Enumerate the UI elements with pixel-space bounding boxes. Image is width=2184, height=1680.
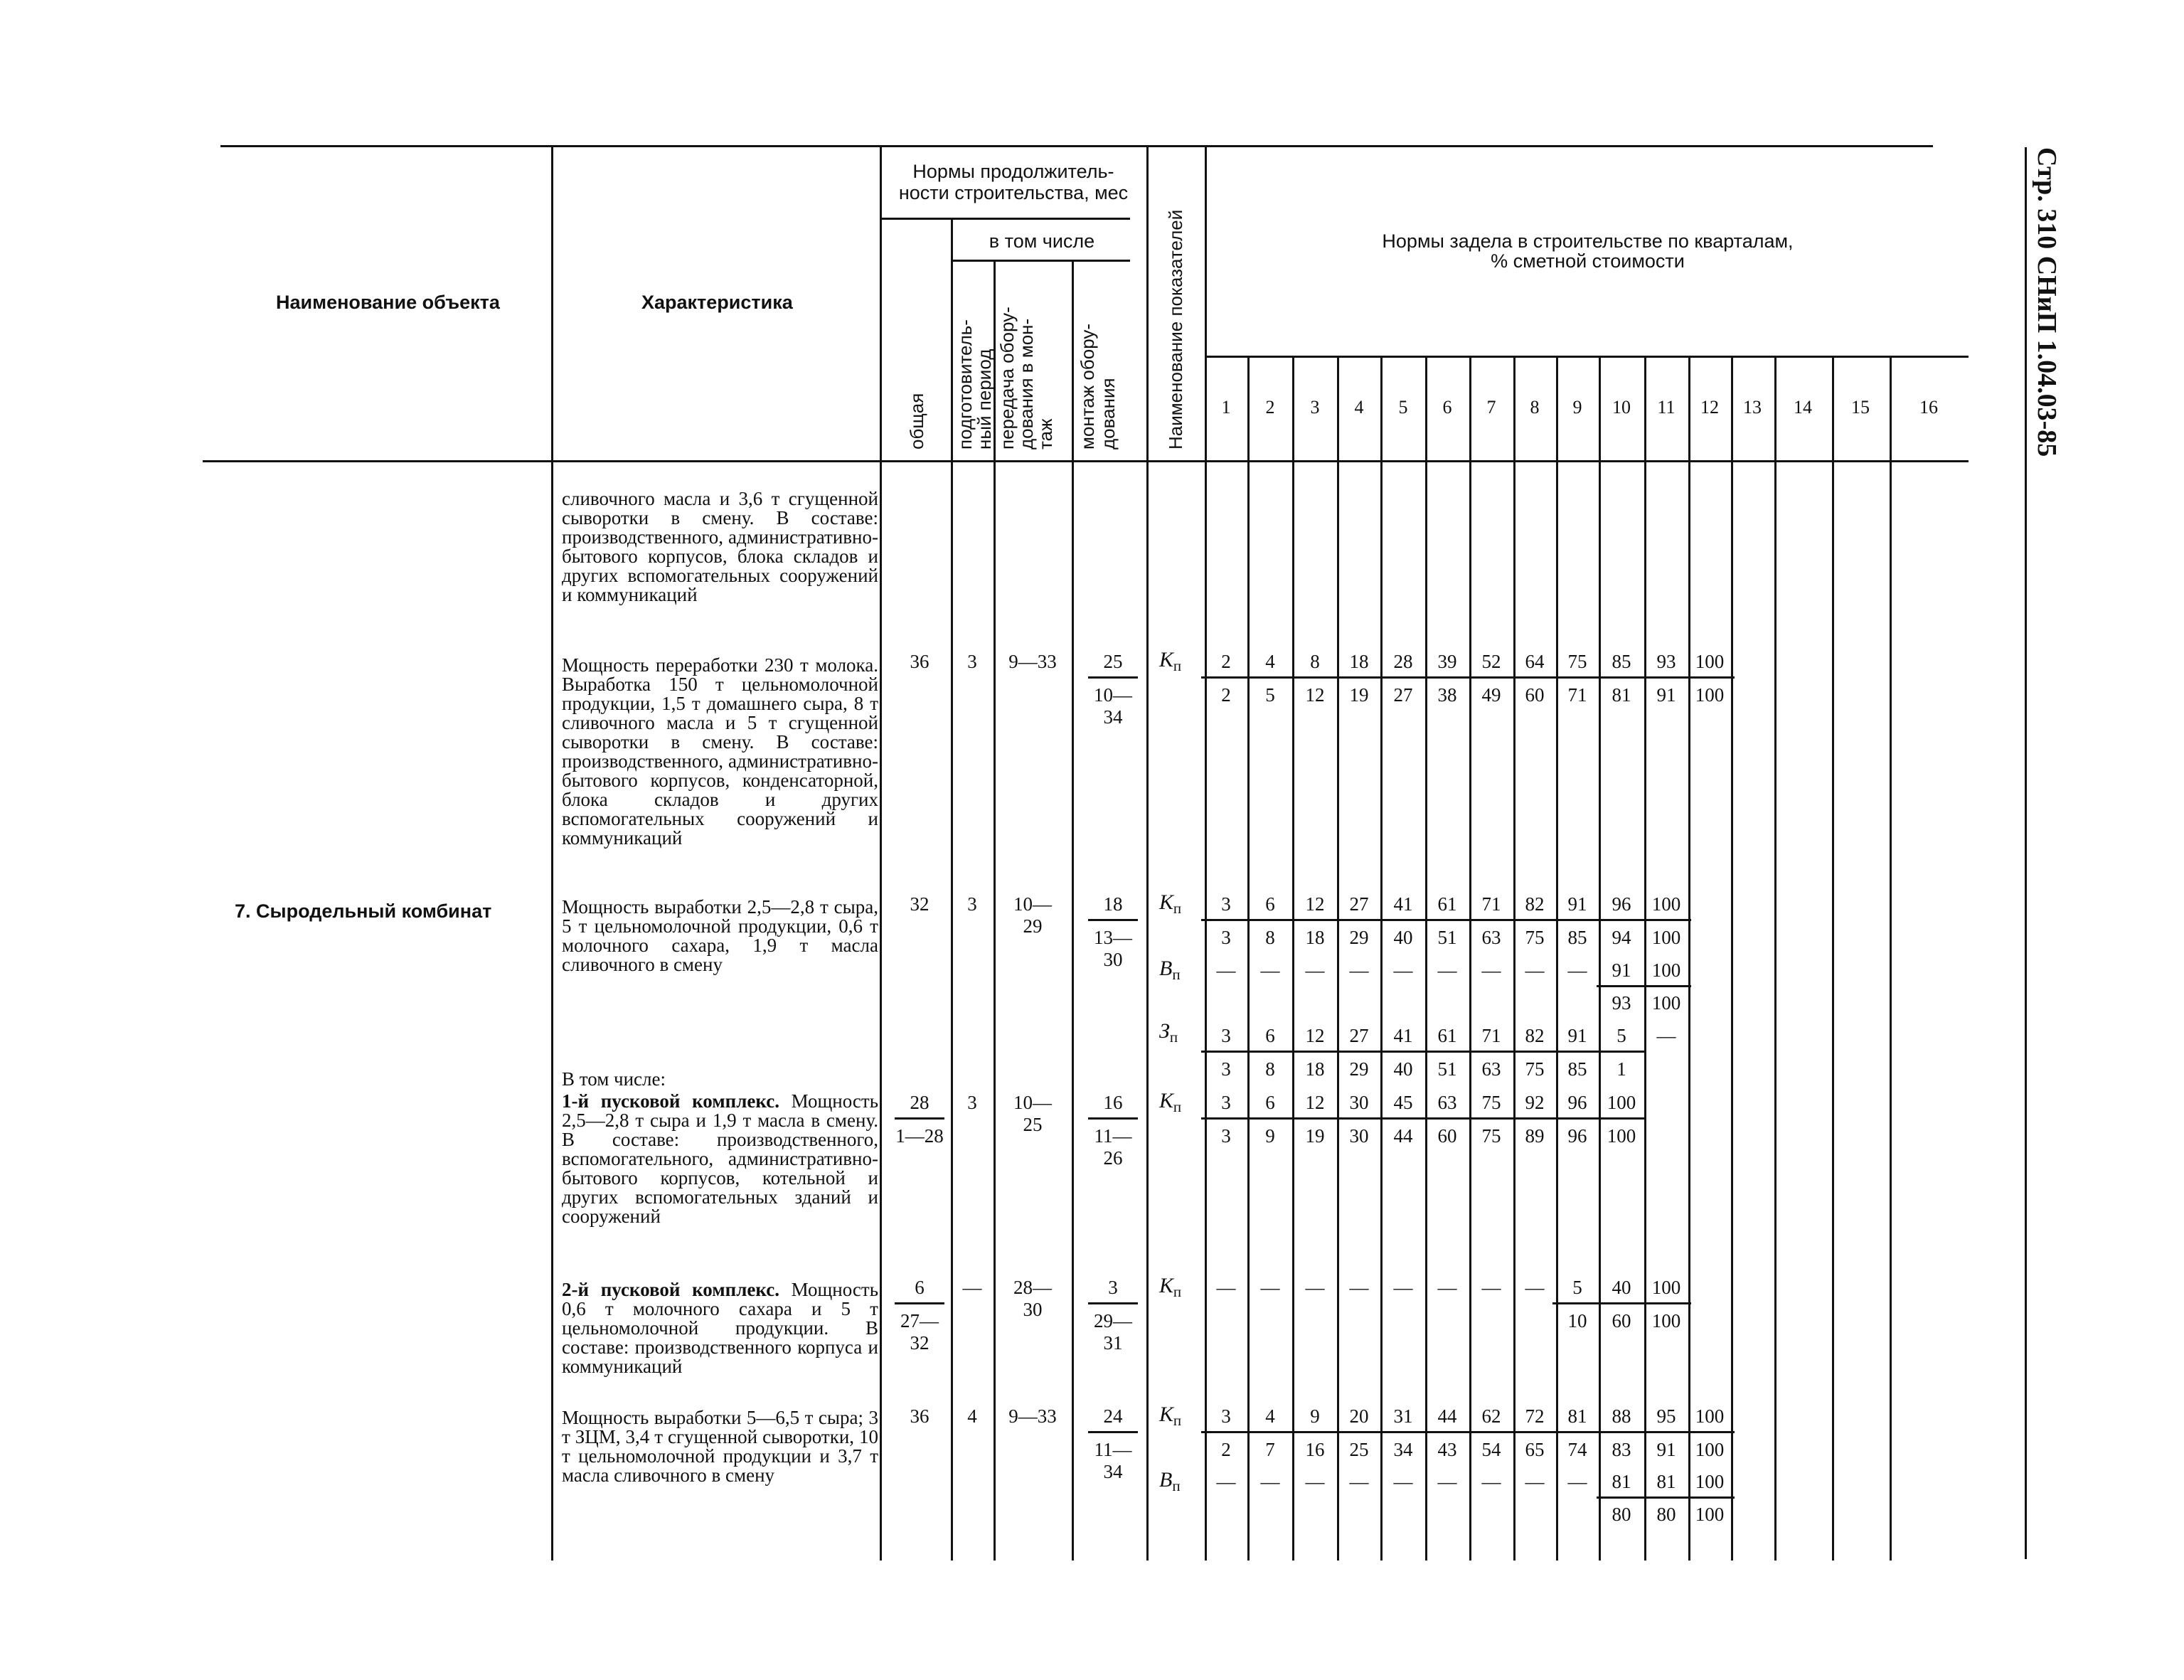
col-rule-q12 xyxy=(1688,356,1690,1561)
quarter-cell: 18 xyxy=(1305,1058,1325,1080)
indicator-subscript: п xyxy=(1172,966,1181,983)
header-object-name: Наименование объекта xyxy=(276,292,500,313)
quarter-cell: 39 xyxy=(1422,651,1472,679)
quarter-cell: 2 xyxy=(1201,651,1251,679)
quarter-cell: 3 xyxy=(1201,893,1251,921)
quarter-cell: 100 xyxy=(1641,893,1691,921)
quarter-cell: — xyxy=(1481,959,1501,981)
header-bottom-rule xyxy=(203,460,1969,462)
quarter-cell: 96 xyxy=(1567,1125,1587,1147)
description-5 xyxy=(562,1280,878,1376)
quarter-cell: — xyxy=(1481,1277,1501,1298)
header-duration-line2: ности строительства, мес xyxy=(898,182,1129,203)
quarter-cell: 80 xyxy=(1612,1504,1631,1525)
indicator-subscript: п xyxy=(1172,1477,1181,1494)
quarter-cell: 51 xyxy=(1437,927,1457,948)
col-rule-indicator xyxy=(1146,145,1149,1561)
quarter-cell: 82 xyxy=(1510,893,1560,921)
quarter-cell: — xyxy=(1656,1025,1676,1046)
quarter-cell: 100 xyxy=(1651,1310,1681,1331)
quarter-cell: 71 xyxy=(1466,1025,1516,1053)
quarter-cell: — xyxy=(1349,959,1369,981)
col-rule-characteristic xyxy=(551,145,553,1561)
description-5-title: 2-й пусковой комплекс. xyxy=(562,1279,779,1300)
quarter-cell: 9 xyxy=(1265,1125,1275,1147)
quarter-cell: 96 xyxy=(1552,1092,1602,1120)
quarter-cell: 44 xyxy=(1393,1125,1413,1147)
quarter-cell: — xyxy=(1525,959,1545,981)
quarter-cell: 82 xyxy=(1510,1025,1560,1053)
cell-transfer: 9—33 xyxy=(1008,651,1057,672)
quarter-cell: 9 xyxy=(1290,1405,1340,1433)
quarter-cell: 60 xyxy=(1612,1310,1631,1331)
quarter-cell: — xyxy=(1305,959,1325,981)
header-col-indicator: Наименование показателей xyxy=(1165,209,1186,450)
cell-transfer: 9—33 xyxy=(1008,1405,1057,1427)
quarter-cell: 51 xyxy=(1437,1058,1457,1080)
quarter-cell: 40 xyxy=(1393,927,1413,948)
quarter-cell: 41 xyxy=(1378,893,1428,921)
quarter-label: 8 xyxy=(1530,397,1540,418)
quarter-cell: 5 xyxy=(1597,1025,1646,1053)
description-3: В том числе: xyxy=(562,1068,666,1090)
quarter-cell: 40 xyxy=(1597,1277,1646,1304)
side-rule xyxy=(2025,147,2027,1559)
quarter-cell: 5 xyxy=(1552,1277,1602,1304)
quarter-cell: 74 xyxy=(1567,1439,1587,1460)
quarter-cell: 25 xyxy=(1349,1439,1369,1460)
quarter-cell: 2 xyxy=(1221,1439,1231,1460)
quarter-cell: 100 xyxy=(1695,1439,1725,1460)
quarter-cell: 34 xyxy=(1393,1439,1413,1460)
quarter-cell: 6 xyxy=(1245,1025,1295,1053)
quarter-cell: 4 xyxy=(1245,1405,1295,1433)
quarter-cell: 60 xyxy=(1437,1125,1457,1147)
page-side-label: Стр. 310 СНиП 1.04.03-85 xyxy=(2032,147,2062,457)
col-rule-q9 xyxy=(1556,356,1558,1561)
quarter-cell: 65 xyxy=(1525,1439,1545,1460)
indicator-vp xyxy=(1159,1468,1181,1495)
cell-total-range: 1—28 xyxy=(895,1125,944,1147)
quarter-cell: 8 xyxy=(1265,927,1275,948)
quarter-cell: 71 xyxy=(1466,893,1516,921)
quarter-cell: 61 xyxy=(1422,1025,1472,1053)
quarters-group-rule xyxy=(1207,356,1969,358)
indicator-letter: К xyxy=(1159,890,1173,914)
quarter-cell: — xyxy=(1260,959,1280,981)
cell-prep: 4 xyxy=(967,1405,977,1427)
quarter-cell: 92 xyxy=(1510,1092,1560,1120)
quarter-cell: — xyxy=(1437,959,1457,981)
header-col-total: общая xyxy=(906,393,927,450)
quarter-cell: 72 xyxy=(1510,1405,1560,1433)
quarter-cell: 7 xyxy=(1265,1439,1275,1460)
quarter-cell: 6 xyxy=(1245,1092,1295,1120)
quarter-label: 7 xyxy=(1486,397,1496,418)
quarter-cell: 45 xyxy=(1378,1092,1428,1120)
indicator-letter: К xyxy=(1159,648,1173,671)
description-6: Мощность выработки 5—6,5 т сыра; 3 т ЗЦМ, 3,4 т сгущенной сыворотки, 10 т цельномолочной продукции и 3,7 т масла сливочного в смену xyxy=(562,1407,878,1486)
quarter-cell: 30 xyxy=(1334,1092,1384,1120)
description-0: сливочного масла и 3,6 т сгущенной сыворотки в смену. В составе: производственного, административно-бытового корпусов, блока складов и других вспомогательных сооружений и коммуникаций xyxy=(562,488,878,605)
quarter-cell: 81 xyxy=(1552,1405,1602,1433)
indicator-letter: В xyxy=(1159,1468,1173,1492)
header-col-installation-1: монтаж обору- xyxy=(1077,323,1098,450)
indicator-subscript: п xyxy=(1173,1283,1182,1300)
quarter-cell: 91 xyxy=(1656,1439,1676,1460)
cell-total: 28 xyxy=(895,1092,944,1120)
quarter-cell: — xyxy=(1349,1471,1369,1492)
quarter-cell: 61 xyxy=(1422,893,1472,921)
quarter-cell: — xyxy=(1567,959,1587,981)
quarter-cell: 81 xyxy=(1641,1471,1691,1499)
quarter-label: 6 xyxy=(1442,397,1452,418)
quarter-cell: 81 xyxy=(1612,684,1631,706)
indicator-zp xyxy=(1159,1019,1178,1046)
col-rule-q7 xyxy=(1469,356,1471,1561)
quarter-cell: 8 xyxy=(1265,1058,1275,1080)
quarter-cell: 100 xyxy=(1641,1277,1691,1304)
indicator-letter: К xyxy=(1159,1089,1173,1112)
quarter-label: 1 xyxy=(1221,397,1231,418)
header-col-prep-1: подготовитель- xyxy=(954,319,976,450)
col-rule-q4 xyxy=(1337,356,1339,1561)
indicator-vp xyxy=(1159,957,1181,984)
quarter-cell: 54 xyxy=(1481,1439,1501,1460)
quarter-cell: 27 xyxy=(1393,684,1413,706)
quarter-cell: — xyxy=(1393,1277,1413,1298)
indicator-letter: К xyxy=(1159,1274,1173,1297)
cell-total-range: 27—32 xyxy=(900,1310,939,1354)
quarter-cell: — xyxy=(1437,1277,1457,1298)
header-backlog-line2: % сметной стоимости xyxy=(1491,250,1685,272)
cell-transfer: 10—25 xyxy=(1013,1092,1052,1135)
quarter-cell: 100 xyxy=(1651,927,1681,948)
quarter-cell: 12 xyxy=(1290,1092,1340,1120)
quarter-label: 4 xyxy=(1354,397,1364,418)
quarter-cell: 100 xyxy=(1597,1092,1646,1120)
quarter-cell: — xyxy=(1216,1277,1236,1298)
col-rule-q11 xyxy=(1644,356,1646,1561)
description-4 xyxy=(562,1092,878,1226)
description-4-title: 1-й пусковой комплекс. xyxy=(562,1090,779,1112)
indicator-kp xyxy=(1159,890,1181,918)
quarter-cell: 10 xyxy=(1567,1310,1587,1331)
indicator-subscript: п xyxy=(1169,1028,1178,1046)
quarter-cell: 19 xyxy=(1305,1125,1325,1147)
quarter-cell: 100 xyxy=(1695,684,1725,706)
cell-installation-range: 10—34 xyxy=(1094,684,1132,728)
quarter-cell: 85 xyxy=(1597,651,1646,679)
cell-installation-range: 11—26 xyxy=(1094,1125,1132,1169)
header-col-transfer-2: дования в мон- xyxy=(1016,318,1037,450)
quarter-cell: 3 xyxy=(1221,927,1231,948)
quarter-cell: 18 xyxy=(1305,927,1325,948)
quarter-cell: 91 xyxy=(1552,1025,1602,1053)
quarter-cell: 18 xyxy=(1334,651,1384,679)
indicator-subscript: п xyxy=(1173,900,1182,917)
quarter-cell: 29 xyxy=(1349,1058,1369,1080)
cell-installation: 24 xyxy=(1088,1405,1138,1433)
quarter-cell: 8 xyxy=(1290,651,1340,679)
quarter-cell: — xyxy=(1437,1471,1457,1492)
quarter-cell: 85 xyxy=(1567,1058,1587,1080)
col-rule-q6 xyxy=(1425,356,1427,1561)
indicator-letter: К xyxy=(1159,1403,1173,1426)
quarter-cell: 100 xyxy=(1641,959,1691,987)
quarter-cell: 41 xyxy=(1378,1025,1428,1053)
quarter-label: 16 xyxy=(1919,397,1938,418)
col-rule-q2 xyxy=(1247,356,1250,1561)
cell-total: 36 xyxy=(910,1405,929,1427)
quarter-cell: 1 xyxy=(1616,1058,1626,1080)
quarter-cell: 12 xyxy=(1290,893,1340,921)
quarter-label: 13 xyxy=(1743,397,1762,418)
cell-installation-range: 29—31 xyxy=(1094,1310,1132,1354)
quarter-cell: 49 xyxy=(1481,684,1501,706)
col-rule-q3 xyxy=(1292,356,1294,1561)
quarter-cell: 3 xyxy=(1221,1058,1231,1080)
quarter-cell: 96 xyxy=(1597,893,1646,921)
description-4-text: Мощность 2,5—2,8 т сыра и 1,9 т масла в смену. В составе: производственного, вспомогательного, административно-бытового корпусов, котельной и других вспомогательных зданий и сооружений xyxy=(562,1090,879,1227)
col-rule-total xyxy=(880,145,882,1561)
description-2: Мощность выработки 2,5—2,8 т сыра, 5 т цельномолочной продукции, 0,6 т молочного сахара, 1,9 т масла сливочного в смену xyxy=(562,896,878,975)
col-rule-prep xyxy=(951,218,953,1561)
quarter-cell: 63 xyxy=(1422,1092,1472,1120)
header-col-prep-2: ный период xyxy=(974,349,995,450)
quarter-cell: 100 xyxy=(1651,992,1681,1014)
cell-prep: 3 xyxy=(967,651,977,672)
quarter-cell: 64 xyxy=(1510,651,1560,679)
quarter-cell: 100 xyxy=(1685,1405,1735,1433)
description-5-text: Мощность 0,6 т молочного сахара и 5 т цельномолочной продукции. В составе: производственного корпуса и коммуникаций xyxy=(562,1279,879,1377)
quarter-cell: — xyxy=(1567,1471,1587,1492)
quarter-cell: 75 xyxy=(1525,1058,1545,1080)
header-including: в том числе xyxy=(989,230,1095,252)
quarter-cell: 100 xyxy=(1685,1471,1735,1499)
cell-installation: 25 xyxy=(1088,651,1138,679)
quarter-cell: — xyxy=(1349,1277,1369,1298)
quarter-cell: — xyxy=(1525,1471,1545,1492)
cell-installation-range: 13—30 xyxy=(1094,927,1132,970)
quarter-cell: 63 xyxy=(1481,927,1501,948)
quarter-cell: 31 xyxy=(1378,1405,1428,1433)
indicator-subscript: п xyxy=(1173,1098,1182,1115)
header-characteristic: Характеристика xyxy=(641,292,793,313)
cell-total: 36 xyxy=(910,651,929,672)
indicator-kp xyxy=(1159,1089,1181,1116)
quarter-cell: 75 xyxy=(1481,1125,1501,1147)
including-group-rule xyxy=(951,260,1130,262)
indicator-kp xyxy=(1159,1403,1181,1430)
quarter-cell: 83 xyxy=(1612,1439,1631,1460)
col-rule-q5 xyxy=(1380,356,1383,1561)
quarter-cell: 27 xyxy=(1334,1025,1384,1053)
quarter-cell: 43 xyxy=(1437,1439,1457,1460)
quarter-cell: — xyxy=(1216,1471,1236,1492)
col-rule-q16 xyxy=(1890,356,1892,1561)
quarter-cell: 44 xyxy=(1422,1405,1472,1433)
quarter-cell: 52 xyxy=(1466,651,1516,679)
header-backlog-line1: Нормы задела в строительстве по кварталам, xyxy=(1382,230,1794,252)
indicator-subscript: п xyxy=(1173,1412,1182,1429)
quarter-cell: — xyxy=(1525,1277,1545,1298)
quarter-cell: 75 xyxy=(1466,1092,1516,1120)
quarter-cell: 4 xyxy=(1245,651,1295,679)
quarter-cell: — xyxy=(1481,1471,1501,1492)
quarter-label: 2 xyxy=(1265,397,1275,418)
quarter-cell: 80 xyxy=(1656,1504,1676,1525)
quarter-cell: 16 xyxy=(1305,1439,1325,1460)
quarter-cell: 93 xyxy=(1641,651,1691,679)
cell-prep: 3 xyxy=(967,1092,977,1113)
col-rule-q1 xyxy=(1205,145,1207,1561)
quarter-cell: 100 xyxy=(1607,1125,1636,1147)
quarter-cell: 20 xyxy=(1334,1405,1384,1433)
quarter-label: 3 xyxy=(1310,397,1320,418)
quarter-cell: 89 xyxy=(1525,1125,1545,1147)
quarter-cell: 12 xyxy=(1305,684,1325,706)
quarter-label: 5 xyxy=(1398,397,1408,418)
quarter-cell: 93 xyxy=(1612,992,1631,1014)
quarter-cell: 91 xyxy=(1597,959,1646,987)
cell-transfer: 10—29 xyxy=(1013,893,1052,937)
quarter-cell: 30 xyxy=(1349,1125,1369,1147)
cell-installation: 3 xyxy=(1088,1277,1138,1304)
quarter-cell: 100 xyxy=(1695,1504,1725,1525)
quarter-cell: 91 xyxy=(1656,684,1676,706)
duration-group-rule xyxy=(880,218,1130,220)
quarter-cell: 19 xyxy=(1349,684,1369,706)
cell-installation: 18 xyxy=(1088,893,1138,921)
col-rule-q8 xyxy=(1513,356,1516,1561)
cell-installation: 16 xyxy=(1088,1092,1138,1120)
quarter-cell: 71 xyxy=(1567,684,1587,706)
quarter-cell: 60 xyxy=(1525,684,1545,706)
header-col-transfer-3: таж xyxy=(1035,418,1056,450)
quarter-label: 15 xyxy=(1851,397,1870,418)
quarter-cell: 75 xyxy=(1552,651,1602,679)
quarter-cell: 81 xyxy=(1597,1471,1646,1499)
quarter-cell: 3 xyxy=(1201,1025,1251,1053)
object-title: 7. Сыродельный комбинат xyxy=(235,900,492,922)
indicator-kp xyxy=(1159,1274,1181,1301)
cell-installation-range: 11—34 xyxy=(1094,1439,1132,1482)
indicator-letter: З xyxy=(1159,1019,1170,1043)
quarter-cell: 6 xyxy=(1245,893,1295,921)
header-col-installation-2: дования xyxy=(1097,378,1119,450)
quarter-cell: — xyxy=(1393,959,1413,981)
quarter-cell: 3 xyxy=(1201,1092,1251,1120)
header-duration-line1: Нормы продолжитель- xyxy=(912,161,1114,182)
quarter-cell: — xyxy=(1260,1471,1280,1492)
cell-total: 32 xyxy=(910,893,929,915)
quarter-cell: 29 xyxy=(1349,927,1369,948)
quarter-cell: 40 xyxy=(1393,1058,1413,1080)
quarter-cell: 5 xyxy=(1265,684,1275,706)
quarter-label: 10 xyxy=(1612,397,1631,418)
header-col-transfer-1: передача обору- xyxy=(996,307,1018,450)
quarter-cell: 28 xyxy=(1378,651,1428,679)
description-1: Мощность переработки 230 т молока. Выработка 150 т цельномолочной продукции, 1,5 т домашнего сыра, 8 т сливочного масла и 5 т сгущенной сыворотки в смену. В составе: производственного, административно-бытового корпусов, конденсаторной, блока складов и других вспомогательных сооружений и коммуникаций xyxy=(562,654,878,849)
col-rule-q14 xyxy=(1774,356,1777,1561)
quarter-cell: 2 xyxy=(1221,684,1231,706)
quarter-label: 9 xyxy=(1572,397,1582,418)
cell-prep: 3 xyxy=(967,893,977,915)
quarter-cell: 3 xyxy=(1201,1405,1251,1433)
quarter-cell: 85 xyxy=(1567,927,1587,948)
quarter-cell: 62 xyxy=(1466,1405,1516,1433)
quarter-cell: 95 xyxy=(1641,1405,1691,1433)
indicator-kp xyxy=(1159,648,1181,675)
indicator-letter: В xyxy=(1159,957,1173,980)
quarter-cell: 88 xyxy=(1597,1405,1646,1433)
quarter-cell: 91 xyxy=(1552,893,1602,921)
quarter-cell: — xyxy=(1393,1471,1413,1492)
quarter-label: 11 xyxy=(1657,397,1676,418)
cell-transfer: 28—30 xyxy=(1013,1277,1052,1320)
quarter-cell: 94 xyxy=(1612,927,1631,948)
col-rule-q15 xyxy=(1832,356,1834,1561)
table-top-rule xyxy=(220,145,1933,147)
quarter-cell: — xyxy=(1305,1277,1325,1298)
quarter-cell: 12 xyxy=(1290,1025,1340,1053)
quarter-cell: — xyxy=(1216,959,1236,981)
quarter-cell: 100 xyxy=(1685,651,1735,679)
quarter-cell: 27 xyxy=(1334,893,1384,921)
cell-prep: — xyxy=(962,1277,982,1298)
quarter-cell: 63 xyxy=(1481,1058,1501,1080)
col-rule-q13 xyxy=(1731,356,1733,1561)
col-rule-installation xyxy=(1072,260,1074,1561)
quarter-cell: 38 xyxy=(1437,684,1457,706)
quarter-label: 14 xyxy=(1794,397,1812,418)
cell-total: 6 xyxy=(895,1277,944,1304)
indicator-subscript: п xyxy=(1173,657,1182,674)
quarter-label: 12 xyxy=(1700,397,1719,418)
quarter-cell: — xyxy=(1260,1277,1280,1298)
col-rule-q10 xyxy=(1599,356,1601,1561)
quarter-cell: 3 xyxy=(1221,1125,1231,1147)
quarter-cell: — xyxy=(1305,1471,1325,1492)
quarter-cell: 75 xyxy=(1525,927,1545,948)
